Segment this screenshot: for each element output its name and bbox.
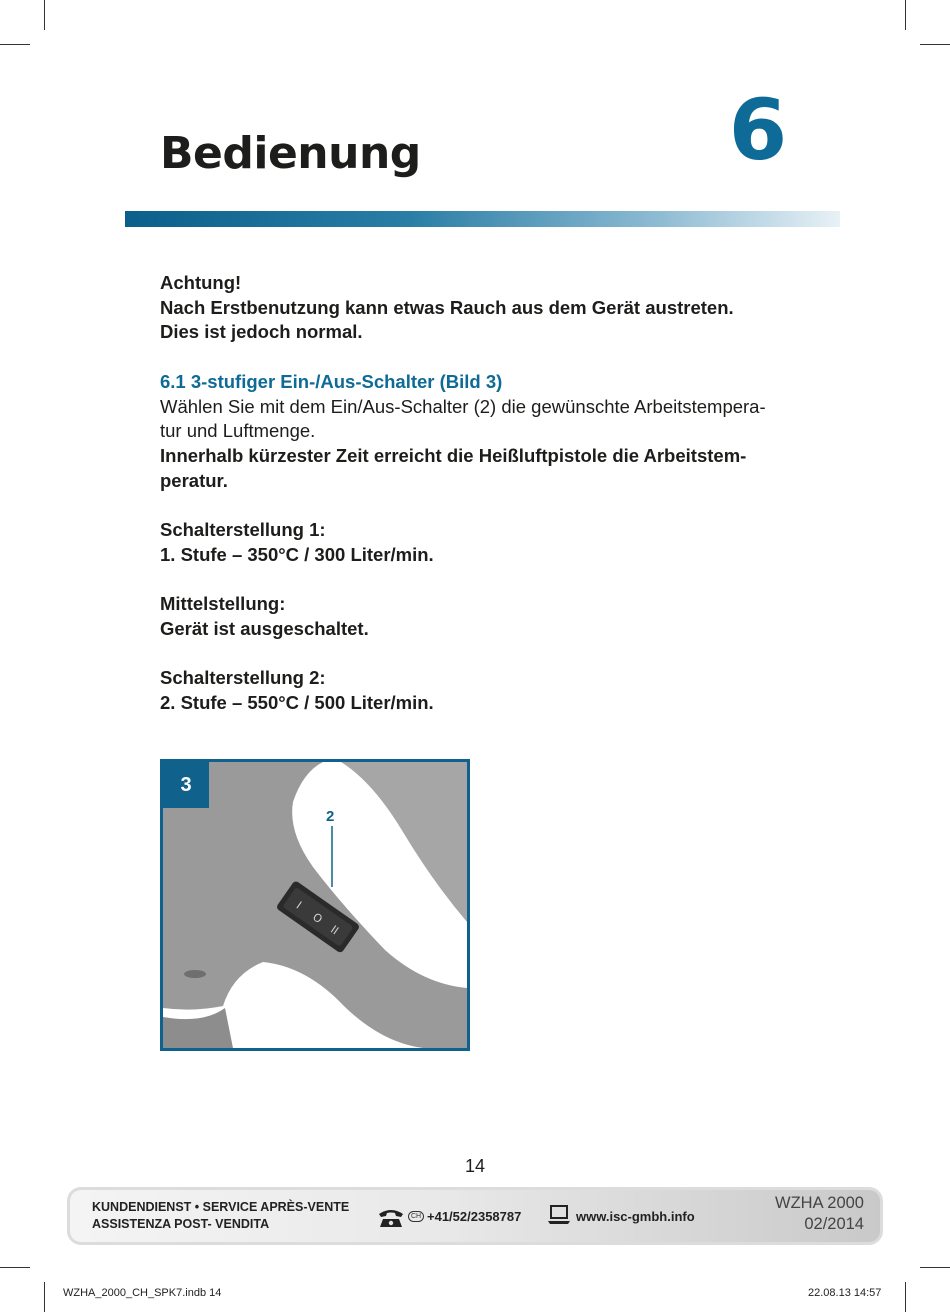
edition-date: 02/2014 bbox=[804, 1215, 864, 1233]
switch-mark-off: O bbox=[310, 910, 325, 927]
crop-mark bbox=[905, 1282, 906, 1312]
main-content bbox=[160, 271, 800, 716]
setting-value: 2. Stufe – 550°C / 500 Liter/min. bbox=[160, 691, 434, 713]
crop-mark bbox=[44, 1282, 45, 1312]
warning-heading: Achtung! bbox=[160, 272, 242, 293]
laptop-icon bbox=[547, 1204, 571, 1226]
service-label: ASSISTENZA POST- VENDITA bbox=[92, 1217, 270, 1231]
setting-value: 1. Stufe – 350°C / 300 Liter/min. bbox=[160, 543, 434, 565]
print-slug-file: WZHA_2000_CH_SPK7.indb 14 bbox=[63, 1287, 222, 1299]
setting-label: Schalterstellung 2: bbox=[160, 667, 326, 689]
swiss-badge-icon: CH bbox=[408, 1211, 424, 1222]
body-text: Wählen Sie mit dem Ein/Aus-Schalter (2) die gewünschte Arbeitstempera- bbox=[160, 395, 766, 417]
crop-mark bbox=[905, 0, 906, 30]
figure-switch-illustration bbox=[160, 759, 470, 1051]
setting-value: Gerät ist ausgeschaltet. bbox=[160, 617, 369, 639]
figure-number: 3 bbox=[163, 762, 209, 808]
section-heading: 6.1 3-stufiger Ein-/Aus-Schalter (Bild 3) bbox=[160, 370, 503, 392]
page-title: Bedienung bbox=[160, 128, 421, 179]
service-phone: +41/52/2358787 bbox=[427, 1209, 522, 1224]
warning-line: Nach Erstbenutzung kann etwas Rauch aus dem Gerät austreten. bbox=[160, 296, 734, 318]
body-text-bold: Innerhalb kürzester Zeit erreicht die Heißluftpistole die Arbeitstem- bbox=[160, 444, 747, 466]
service-website: www.isc-gmbh.info bbox=[576, 1209, 695, 1224]
page-number: 14 bbox=[464, 1156, 486, 1176]
chapter-number: 6 bbox=[728, 81, 788, 179]
body-text: tur und Luftmenge. bbox=[160, 420, 316, 442]
model-number: WZHA 2000 bbox=[775, 1194, 864, 1212]
switch-mark-2: II bbox=[328, 923, 341, 938]
service-label: KUNDENDIENST • SERVICE APRÈS-VENTE bbox=[92, 1200, 350, 1214]
switch-mark-1: I bbox=[293, 899, 304, 912]
crop-mark bbox=[44, 0, 45, 30]
warning-line: Dies ist jedoch normal. bbox=[160, 321, 363, 343]
callout-number: 2 bbox=[326, 808, 335, 825]
body-text-bold: peratur. bbox=[160, 469, 228, 491]
telephone-icon bbox=[377, 1208, 405, 1228]
print-slug-timestamp: 22.08.13 14:57 bbox=[808, 1287, 882, 1299]
crop-mark bbox=[920, 1267, 950, 1268]
crop-mark bbox=[920, 44, 950, 45]
header-gradient-rule bbox=[125, 211, 840, 227]
service-footer bbox=[67, 1187, 883, 1245]
crop-mark bbox=[0, 44, 30, 45]
crop-mark bbox=[0, 1267, 30, 1268]
setting-label: Mittelstellung: bbox=[160, 593, 286, 615]
setting-label: Schalterstellung 1: bbox=[160, 519, 326, 540]
